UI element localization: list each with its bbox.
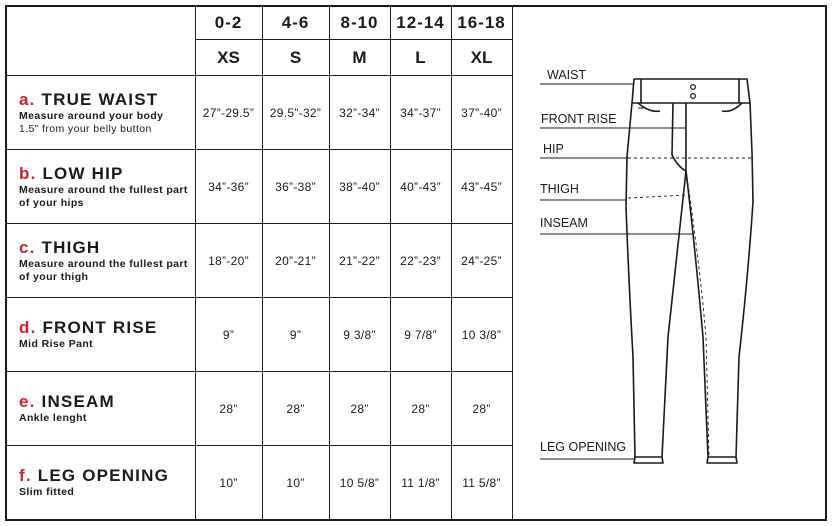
age-range-header: 4-6 (262, 6, 329, 40)
measurement-value: 34”-37” (390, 76, 451, 150)
diagram-label-waist: WAIST (547, 68, 587, 82)
diagram-label-front-rise: FRONT RISE (541, 112, 617, 126)
measurement-row-thigh (5, 224, 512, 298)
measurement-letter: f. (19, 466, 32, 485)
measurement-title: THIGH (41, 237, 101, 257)
measurement-description: Ankle lenght (19, 412, 87, 424)
measurement-row-waist (5, 76, 512, 150)
measurement-value: 9” (262, 298, 329, 372)
measurement-value: 38”-40” (329, 150, 390, 224)
measurement-value: 36”-38” (262, 150, 329, 224)
size-header: L (390, 40, 451, 76)
age-range-header: 12-14 (390, 6, 451, 40)
measurement-value: 28” (390, 372, 451, 446)
measurement-value: 28” (262, 372, 329, 446)
size-header: XS (195, 40, 262, 76)
measurement-value: 27”-29.5” (195, 76, 262, 150)
measurement-value: 10” (262, 446, 329, 520)
pants-outline (626, 79, 753, 463)
measurement-value: 43”-45” (451, 150, 512, 224)
size-header: M (329, 40, 390, 76)
measurement-letter: e. (19, 392, 36, 411)
measurement-value: 34”-36” (195, 150, 262, 224)
measurement-label (5, 224, 195, 298)
measurement-letter: a. (19, 89, 36, 109)
measurement-letter: b. (19, 163, 37, 183)
measurement-description: Slim fitted (19, 486, 75, 498)
measurement-label (5, 372, 195, 446)
diagram-label-leg-opening: LEG OPENING (540, 440, 627, 454)
measurement-row-leg-opening (5, 446, 512, 520)
measurement-value: 18”-20” (195, 224, 262, 298)
measurement-note: 1.5” from your belly button (19, 122, 152, 135)
measurement-letter: c. (19, 237, 36, 257)
measurement-value: 9” (195, 298, 262, 372)
measurement-row-front-rise (5, 298, 512, 372)
measurement-value: 9 3/8” (329, 298, 390, 372)
measurement-value: 11 1/8” (390, 446, 451, 520)
corner-cell (5, 6, 195, 76)
measurement-description: Measure around the fullest part of your thigh (19, 257, 188, 283)
age-row (5, 6, 512, 40)
measurement-value: 20”-21” (262, 224, 329, 298)
measurement-row-inseam (5, 372, 512, 446)
age-range-header: 16-18 (451, 6, 512, 40)
measurement-value: 32”-34” (329, 76, 390, 150)
measurement-value: 29.5”-32” (262, 76, 329, 150)
measurement-value: 28” (195, 372, 262, 446)
measurement-label (5, 446, 195, 520)
measurement-guides (540, 84, 754, 459)
measurement-description: Measure around the fullest part of your hips (19, 183, 188, 209)
size-chart-table (5, 5, 513, 520)
diagram-label-hip: HIP (543, 142, 564, 156)
measurement-title: LOW HIP (42, 163, 124, 183)
measurement-value: 10 5/8” (329, 446, 390, 520)
measurement-title: FRONT RISE (42, 318, 158, 337)
age-range-header: 8-10 (329, 6, 390, 40)
measurement-label (5, 150, 195, 224)
measurement-title: LEG OPENING (37, 466, 170, 485)
measurement-letter: d. (19, 318, 37, 337)
size-header: S (262, 40, 329, 76)
size-header: XL (451, 40, 512, 76)
diagram-label-thigh: THIGH (540, 182, 579, 196)
measurement-description: Measure around your body (19, 109, 164, 122)
age-range-header: 0-2 (195, 6, 262, 40)
measurement-label (5, 298, 195, 372)
measurement-value: 37”-40” (451, 76, 512, 150)
measurement-value: 10 3/8” (451, 298, 512, 372)
measurement-value: 28” (329, 372, 390, 446)
measurement-value: 24”-25” (451, 224, 512, 298)
measurement-value: 11 5/8” (451, 446, 512, 520)
diagram-label-inseam: INSEAM (540, 216, 588, 230)
measurement-value: 22”-23” (390, 224, 451, 298)
measurement-value: 10” (195, 446, 262, 520)
pants-diagram (510, 7, 825, 519)
measurement-value: 21”-22” (329, 224, 390, 298)
measurement-value: 9 7/8” (390, 298, 451, 372)
measurement-value: 40”-43” (390, 150, 451, 224)
measurement-label (5, 76, 195, 150)
measurement-row-low-hip (5, 150, 512, 224)
measurement-value: 28” (451, 372, 512, 446)
measurement-title: TRUE WAIST (41, 89, 159, 109)
measurement-description: Mid Rise Pant (19, 338, 94, 350)
measurement-title: INSEAM (41, 392, 115, 411)
